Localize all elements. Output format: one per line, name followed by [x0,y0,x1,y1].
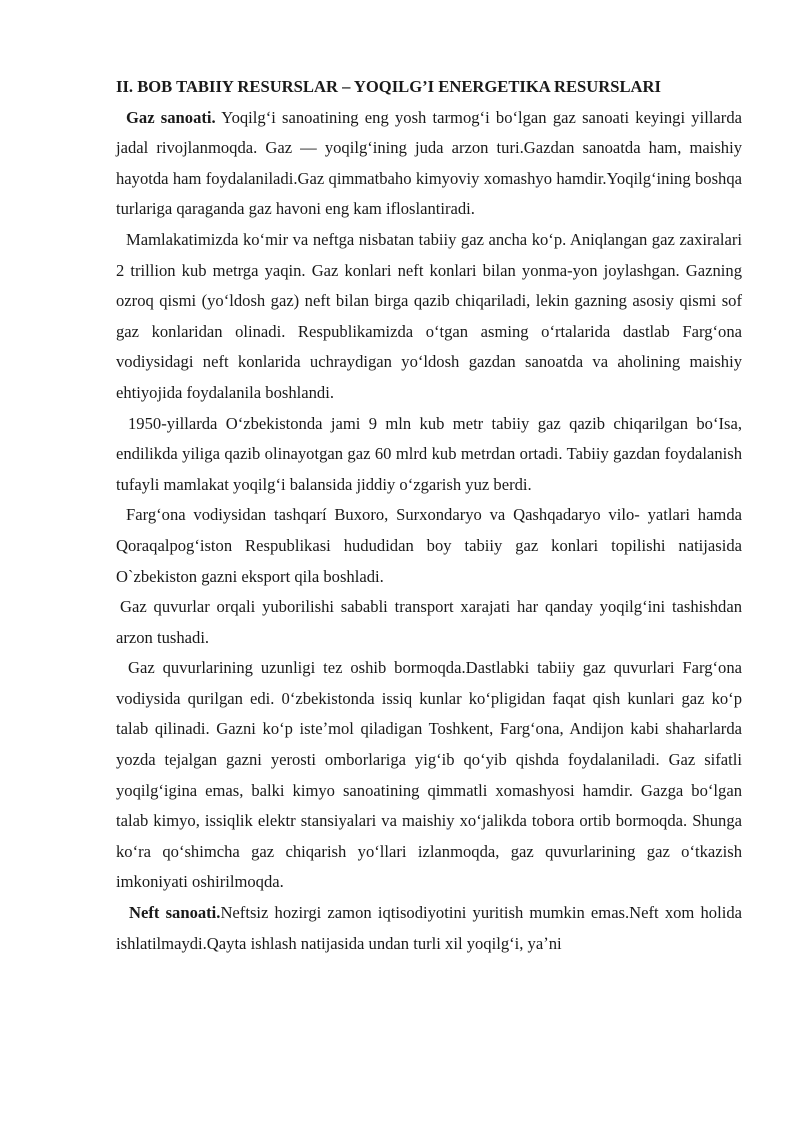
paragraph-text: Neftsiz hozirgi zamon iqtisodiyotini yuritish mumkin emas.Neft xom holida ishlatilmaydi.Qayta ishlash natijasida undan turli xil yoqilgʻi, yaʼni [116,903,742,953]
document-page [116,72,742,959]
paragraph-gas-export: Fargʻona vodiysidan tashqarí Buxoro, Surxondaryo va Qashqadaryo vilo- yatlari hamda Qoraqalpogʻiston Respublikasi hududidan boy tabiiy gaz konlari topilishi natijasida O`zbekiston gazni eksport qila boshladi. [116,505,742,586]
paragraph-lead-gas-industry: Gaz sanoati. [126,107,216,127]
paragraph-gas-production: 1950-yillarda Oʻzbekistonda jami 9 mln kub metr tabiiy gaz qazib chiqarilgan boʻIsa, endilikda yiliga qazib olinayotgan gaz 60 mlrd kub metrdan ortadi. Tabiiy gazdan foydalanish tufayli mamlakat yoqilgʻi balansida jiddiy oʻzgarish yuz berdi. [116,413,742,494]
paragraph-gas-industry [116,103,742,225]
paragraph-gas-transport: Gaz quvurlar orqali yuborilishi sababli transport xarajati har qanday yoqilgʻini tashishdan arzon tushadi. [116,597,742,647]
paragraph-text: Yoqilgʻi sanoatining eng yosh tarmogʻi boʻlgan gaz sanoati keyingi yillarda jadal rivojlanmoqda. Gaz — yoqilgʻining juda arzon turi.Gazdan sanoatda ham, maishiy hayotda ham foydalaniladi.Gaz qimmatbaho kimyoviy xomashyo hamdir.Yoqilgʻining boshqa turlariga qaraganda gaz havoni eng kam ifloslantiradi. [116,107,742,219]
paragraph-lead-oil-industry: Neft sanoati. [129,903,221,923]
paragraph-oil-industry [116,898,742,959]
paragraph-gas-pipelines: Gaz quvurlarining uzunligi tez oshib bormoqda.Dastlabki tabiiy gaz quvurlari Fargʻona vodiysida qurilgan edi. 0ʻzbekistonda issiq kunlar koʻpligidan faqat qish kunlari gaz koʻp talab qilinadi. Gazni koʻp isteʼmol qiladigan Toshkent, Fargʻona, Andijon kabi shaharlarda yozda tejalgan gazni yerosti omborlariga yigʻib qoʻyib qishda foydalaniladi. Gaz sifatli yoqilgʻigina emas, balki kimyo sanoatining qimmatli xomashyosi hamdir. Gazga boʻlgan talab kimyo, issiqlik elektr stansiyalari va maishiy xoʻjalikda tobora ortib bormoqda. Shunga koʻra qoʻshimcha gaz chiqarish yoʻllari izlanmoqda, gaz quvurlarining gaz oʻtkazish imkoniyati oshirilmoqda. [116,658,742,892]
chapter-heading: II. BOB TABIIY RESURSLAR – YOQILG’I ENERGETIKA RESURSLARI [116,77,661,96]
paragraph-gas-reserves: Mamlakatimizda koʻmir va neftga nisbatan tabiiy gaz ancha koʻp. Aniqlangan gaz zaxiralari 2 trillion kub metrga yaqin. Gaz konlari neft konlari bilan yonma-yon joylashgan. Gazning ozroq qismi (yoʻldosh gaz) neft bilan birga qazib chiqariladi, lekin gazning asosiy qismi sof gaz konlaridan olinadi. Respublikamizda oʻtgan asming oʻrtalarida dastlab Fargʻona vodiysidagi neft konlarida uchraydigan yoʻldosh gazdan sanoatda va aholining maishiy ehtiyojida foydalanila boshlandi. [116,229,742,402]
